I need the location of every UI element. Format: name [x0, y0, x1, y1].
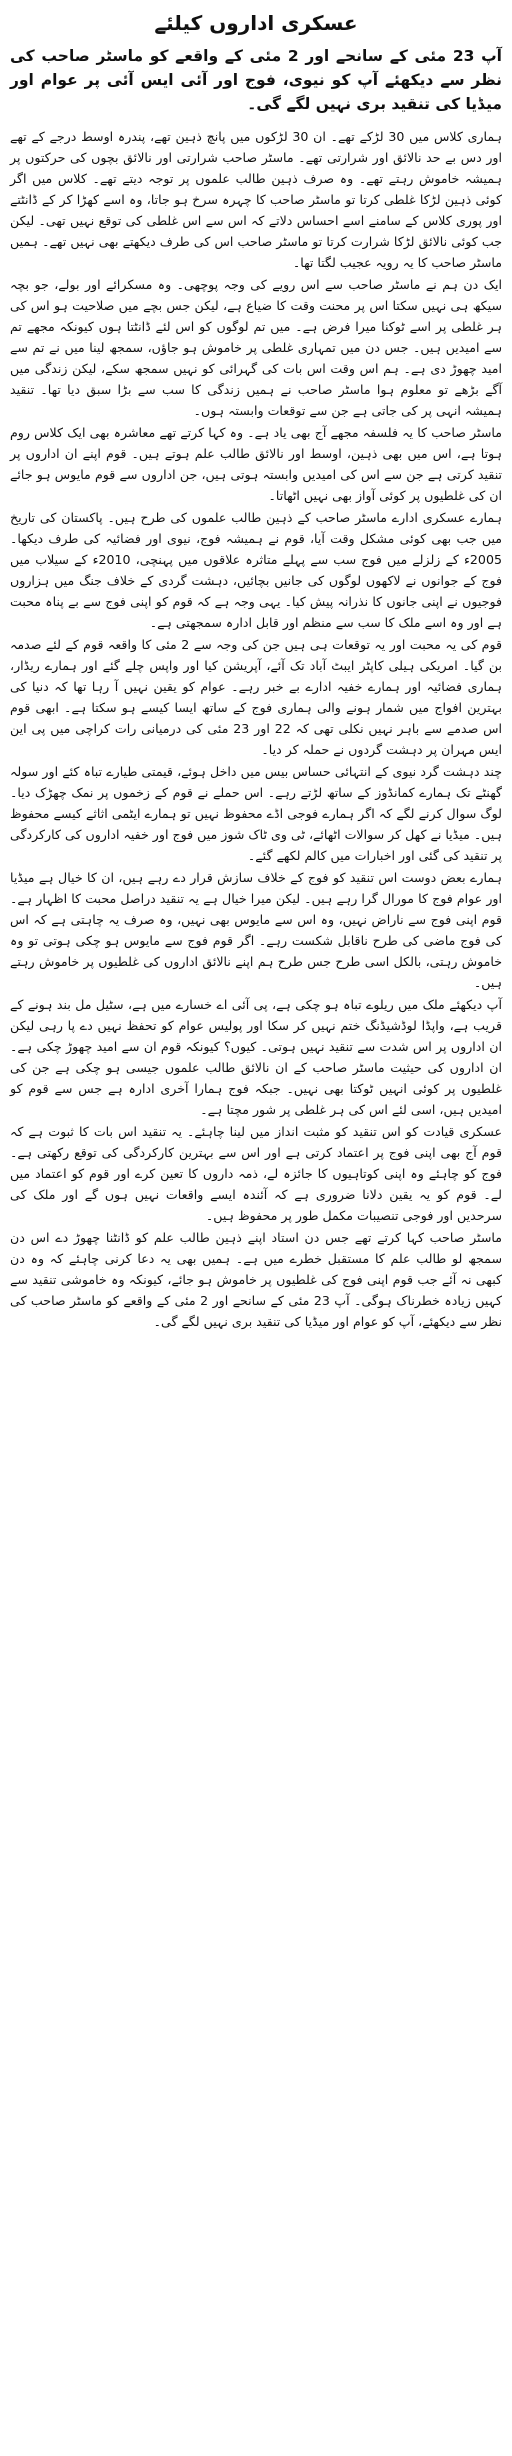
paragraph: ہمارے بعض دوست اس تنقید کو فوج کے خلاف سازش قرار دے رہے ہیں، ان کا خیال ہے میڈیا اور عوام فوج کا مورال گرا رہے ہیں۔ لیکن میرا خیال ہے یہ تنقید دراصل محبت کا اظہار ہے۔ قوم اپنی فوج سے ناراض نہیں، وہ اس سے مایوس بھی نہیں، وہ صرف یہ چاہتی ہے کہ اس کی فوج ماضی کی طرح ناقابل شکست رہے۔ اگر قوم فوج سے مایوس ہو چکی ہوتی تو وہ خاموش رہتی، بالکل اسی طرح جس طرح ہم اپنے نالائق اداروں کی غلطیوں پر خاموش رہتے ہیں۔ — [10, 870, 502, 990]
paragraph: ایک دن ہم نے ماسٹر صاحب سے اس رویے کی وجہ پوچھی۔ وہ مسکرائے اور بولے، جو بچہ سیکھ ہی نہیں سکتا اس پر محنت وقت کا ضیاع ہے، لیکن جس بچے میں صلاحیت ہو اس کی ہر غلطی پر اسے ٹوکنا میرا فرض ہے۔ میں تم لوگوں کو اس لئے ڈانٹتا ہوں کیونکہ مجھے تم سے امیدیں ہیں۔ جس دن میں تمہاری غلطی پر خاموش ہو جاؤں، سمجھ لینا میں نے تم سے امید چھوڑ دی ہے۔ ہم اس وقت اس بات کی گہرائی کو نہیں سمجھ سکے، لیکن زندگی میں آگے بڑھے تو معلوم ہوا ماسٹر صاحب نے ہمیں زندگی کا سب سے بڑا سبق دیا تھا۔ تنقید ہمیشہ انہی پر کی جاتی ہے جن سے توقعات وابستہ ہوں۔ — [10, 277, 502, 418]
paragraph: ہماری کلاس میں 30 لڑکے تھے۔ ان 30 لڑکوں میں پانچ ذہین تھے، پندرہ اوسط درجے کے تھے اور دس بے حد نالائق اور شرارتی تھے۔ ماسٹر صاحب شرارتی اور نالائق بچوں کی حرکتوں پر ہمیشہ خاموش رہتے تھے۔ وہ صرف ذہین طالب علموں پر توجہ دیتے تھے۔ کلاس میں اگر کوئی ذہین لڑکا غلطی کرتا تو ماسٹر صاحب کا چہرہ سرخ ہو جاتا، وہ اسے کھڑا کر کے ڈانٹتے اور پوری کلاس کے سامنے اسے احساس دلاتے کہ اس سے اس غلطی کی توقع نہیں تھی۔ لیکن جب کوئی نالائق لڑکا شرارت کرتا تو ماسٹر صاحب اس کی طرف دیکھتے بھی نہیں تھے۔ ہمیں ماسٹر صاحب کا یہ رویہ عجیب لگتا تھا۔ — [10, 129, 503, 270]
paragraph: ماسٹر صاحب کا یہ فلسفہ مجھے آج بھی یاد ہے۔ وہ کہا کرتے تھے معاشرہ بھی ایک کلاس روم ہوتا ہے، اس میں بھی ذہین، اوسط اور نالائق طالب علم ہوتے ہیں۔ قوم اپنے ان اداروں پر تنقید کرتی ہے جن سے اس کی امیدیں وابستہ ہوتی ہیں، جن اداروں سے قوم مایوس ہو جائے ان کی غلطیوں پر کوئی آواز بھی نہیں اٹھاتا۔ — [10, 425, 502, 503]
paragraph: چند دہشت گرد نیوی کے انتہائی حساس بیس میں داخل ہوئے، قیمتی طیارے تباہ کئے اور سولہ گھنٹے تک ہمارے کمانڈوز کے ساتھ لڑتے رہے۔ اس حملے نے قوم کے زخموں پر نمک چھڑک دیا۔ لوگ سوال کرنے لگے کہ اگر ہمارے فوجی اڈے محفوظ نہیں تو ہمارے ایٹمی اثاثے کیسے محفوظ ہیں۔ میڈیا نے کھل کر سوالات اٹھائے، ٹی وی ٹاک شوز میں فوج اور خفیہ اداروں کی کارکردگی پر تنقید کی گئی اور اخبارات میں کالم لکھے گئے۔ — [9, 764, 502, 863]
paragraph: آپ دیکھئے ملک میں ریلوے تباہ ہو چکی ہے، پی آئی اے خسارے میں ہے، سٹیل مل بند ہونے کے قریب ہے، واپڈا لوڈشیڈنگ ختم نہیں کر سکا اور پولیس عوام کو تحفظ نہیں دے پا رہی لیکن ان اداروں پر اس شدت سے تنقید نہیں ہوتی۔ کیوں؟ کیونکہ قوم ان سے امید چھوڑ چکی ہے۔ ان اداروں کی حیثیت ماسٹر صاحب کے ان نالائق طالب علموں جیسی ہو چکی ہے جن کی غلطیوں پر کوئی انہیں ٹوکتا بھی نہیں۔ جبکہ فوج ہمارا آخری ادارہ ہے جس سے قوم کو امیدیں ہیں، اسی لئے اس کی ہر غلطی پر شور مچتا ہے۔ — [10, 997, 502, 1117]
paragraph: عسکری قیادت کو اس تنقید کو مثبت انداز میں لینا چاہئے۔ یہ تنقید اس بات کا ثبوت ہے کہ قوم آج بھی اپنی فوج پر اعتماد کرتی ہے اور اس سے بہترین کارکردگی کی توقع رکھتی ہے۔ فوج کو چاہئے وہ اپنی کوتاہیوں کا جائزہ لے، ذمہ داروں کا تعین کرے اور قوم کو اعتماد میں لے۔ قوم کو یہ یقین دلانا ضروری ہے کہ آئندہ ایسے واقعات نہیں ہوں گے اور ملک کی سرحدیں اور فوجی تنصیبات مکمل طور پر محفوظ ہیں۔ — [10, 1124, 502, 1223]
article-lead: آپ 23 مئی کے سانحے اور 2 مئی کے واقعے کو ماسٹر صاحب کی نظر سے دیکھئے آپ کو نیوی، فوج اور آئی ایس آئی پر عوام اور میڈیا کی تنقید بری نہیں لگے گی۔ — [10, 47, 502, 113]
paragraph: ماسٹر صاحب کہا کرتے تھے جس دن استاد اپنے ذہین طالب علم کو ڈانٹنا چھوڑ دے اس دن سمجھ لو طالب علم کا مستقبل خطرے میں ہے۔ ہمیں بھی یہ دعا کرنی چاہئے کہ وہ دن کبھی نہ آئے جب قوم اپنی فوج کی غلطیوں پر خاموش ہو جائے، کیونکہ وہ خاموشی تنقید سے کہیں زیادہ خطرناک ہوگی۔ آپ 23 مئی کے سانحے اور 2 مئی کے واقعے کو ماسٹر صاحب کی نظر سے دیکھئے، آپ کو عوام اور میڈیا کی تنقید بری نہیں لگے گی۔ — [10, 1230, 503, 1329]
paragraph: ہمارے عسکری ادارے ماسٹر صاحب کے ذہین طالب علموں کی طرح ہیں۔ پاکستان کی تاریخ میں جب بھی کوئی مشکل وقت آیا، قوم نے ہمیشہ فوج، نیوی اور فضائیہ کی طرف دیکھا۔ 2005ء کے زلزلے میں فوج سب سے پہلے متاثرہ علاقوں میں پہنچی، 2010ء کے سیلاب میں فوج کے جوانوں نے لاکھوں لوگوں کی جانیں بچائیں، دہشت گردی کے خلاف جنگ میں ہزاروں فوجیوں نے اپنی جانوں کا نذرانہ پیش کیا۔ یہی وجہ ہے کہ قوم کو اپنی فوج سے بے پناہ محبت ہے اور وہ اسے ملک کا سب سے منظم اور قابل ادارہ سمجھتی ہے۔ — [10, 510, 502, 630]
article-headline: عسکری اداروں کیلئے — [154, 11, 358, 35]
paragraph: قوم کی یہ محبت اور یہ توقعات ہی ہیں جن کی وجہ سے 2 مئی کا واقعہ قوم کے لئے صدمہ بن گیا۔ امریکی ہیلی کاپٹر ایبٹ آباد تک آئے، آپریشن کیا اور واپس چلے گئے اور ہمارے ریڈار، ہماری فضائیہ اور ہمارے خفیہ ادارے بے خبر رہے۔ عوام کو یقین نہیں آ رہا تھا کہ دنیا کی بہترین افواج میں شمار ہونے والی ہماری فوج کے ساتھ ایسا کیسے ہو سکتا ہے۔ ابھی قوم اس صدمے سے باہر نہیں نکلی تھی کہ 22 اور 23 مئی کی درمیانی رات کراچی میں پی این ایس مہران پر دہشت گردوں نے حملہ کر دیا۔ — [10, 637, 503, 757]
article-body — [10, 126, 502, 1332]
